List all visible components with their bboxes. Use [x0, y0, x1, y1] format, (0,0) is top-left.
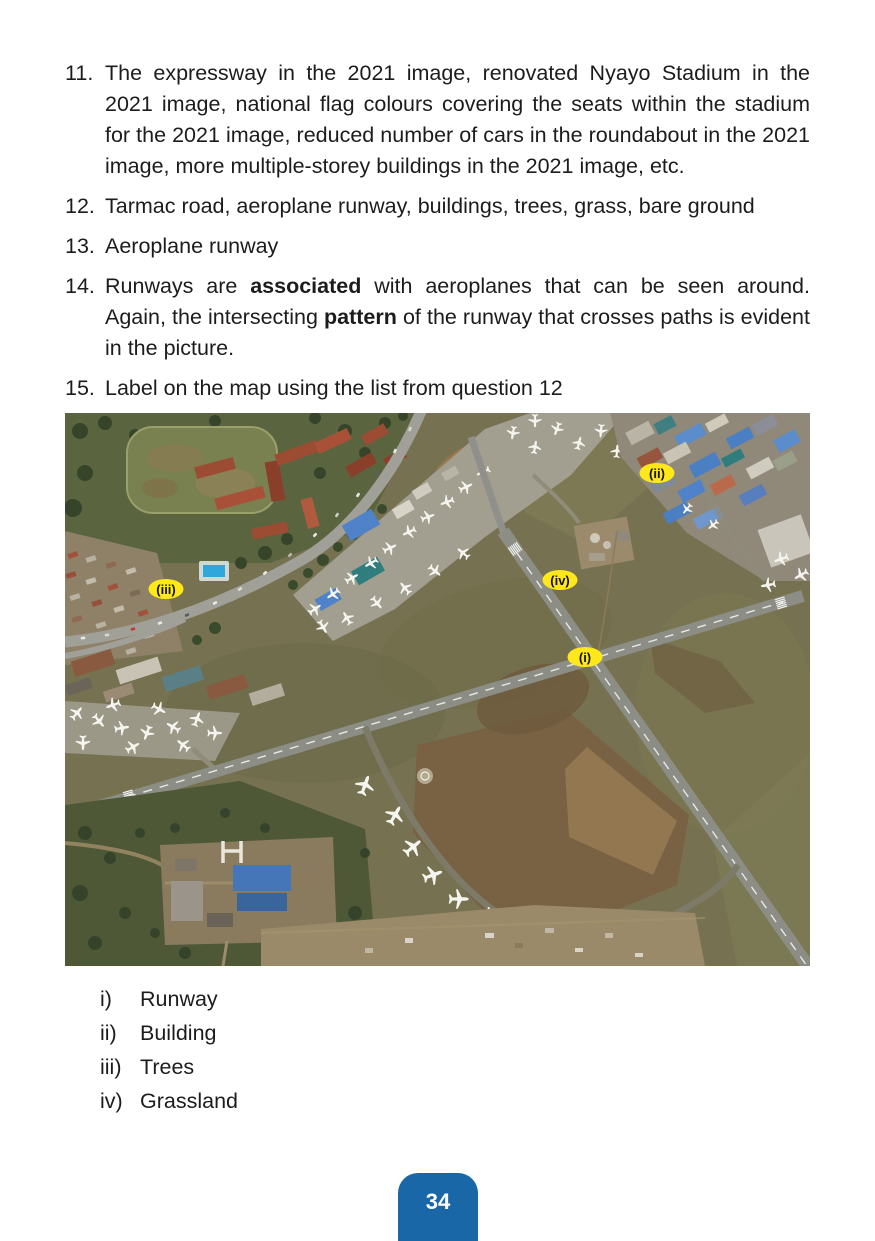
legend-item-trees: [100, 1050, 810, 1084]
answer-number: 13.: [65, 234, 95, 258]
answer-text: Tarmac road, aeroplane runway, buildings, trees, grass, bare ground: [105, 194, 755, 218]
map-marker-iii: [149, 579, 184, 599]
legend-item-grassland: [100, 1084, 810, 1118]
bold-word-pattern: pattern: [324, 305, 397, 329]
marker-label: (iv): [550, 572, 570, 588]
answer-text: Label on the map using the list from question 12: [105, 376, 563, 400]
legend-numeral: iii): [100, 1055, 122, 1079]
marker-label: (i): [578, 649, 592, 665]
legend-label: Trees: [140, 1055, 195, 1079]
answer-number: 15.: [65, 376, 95, 400]
legend-label: Building: [140, 1021, 217, 1045]
answer-item-15: [65, 373, 810, 404]
legend-item-runway: [100, 982, 810, 1016]
legend-numeral: ii): [100, 1021, 117, 1045]
legend-numeral: iv): [100, 1089, 123, 1113]
answer-item-14: [65, 271, 810, 364]
text-segment: of the runway that crosses paths is evident in the picture.: [105, 305, 810, 360]
answer-number: 12.: [65, 194, 95, 218]
answer-text: Aeroplane runway: [105, 234, 279, 258]
answer-number: 11.: [65, 61, 94, 85]
answer-text: The expressway in the 2021 image, renovated Nyayo Stadium in the 2021 image, national flag colours covering the seats within the stadium for the 2021 image, reduced number of cars in the roundabout in the 2021 image, more multiple-storey buildings in the 2021 image, etc.: [105, 61, 810, 178]
map-marker-ii: [640, 463, 675, 483]
bold-word-associated: associated: [250, 274, 362, 298]
legend-label: Grassland: [140, 1089, 238, 1113]
satellite-map-graphic: [65, 413, 810, 966]
marker-label: (iii): [156, 581, 176, 597]
page-number-tab: [398, 1173, 478, 1241]
page-number: 34: [425, 1189, 451, 1214]
airport-satellite-image: [65, 413, 810, 966]
text-segment: with aeroplanes that can be seen around. Again, the intersecting: [105, 274, 810, 329]
answer-number: 14.: [65, 274, 95, 298]
map-marker-i: [568, 647, 603, 667]
answer-text: [105, 271, 810, 364]
text-segment: Runways are: [105, 274, 251, 298]
swimming-pool: [199, 561, 229, 581]
legend-label: Runway: [140, 987, 218, 1011]
map-legend-list: [100, 982, 810, 1118]
legend-numeral: i): [100, 987, 112, 1011]
answer-item-11: [65, 58, 810, 182]
legend-item-building: [100, 1016, 810, 1050]
map-marker-iv: [543, 570, 578, 590]
answer-item-12: [65, 191, 810, 222]
marker-label: (ii): [649, 465, 665, 481]
answer-item-13: [65, 231, 810, 262]
helipad: [417, 768, 433, 784]
